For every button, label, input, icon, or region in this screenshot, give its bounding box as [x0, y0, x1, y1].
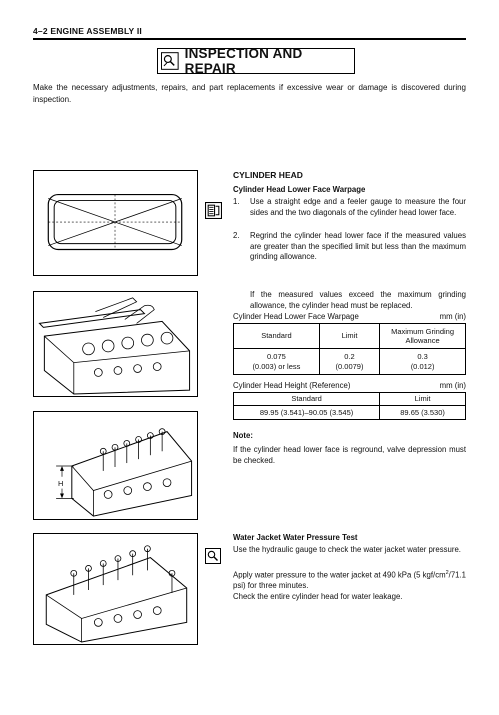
step-1: [233, 197, 466, 218]
warpage-limit-in: (0.0079): [335, 361, 364, 371]
straight-edge-illustration: [34, 292, 197, 396]
section-title: INSPECTION AND REPAIR: [184, 46, 303, 76]
lower-face-illustration: [34, 171, 197, 275]
warpage-cell-max: [380, 349, 466, 375]
water-jacket-p3: Check the entire cylinder head for water leakage.: [233, 592, 403, 601]
inspection-icon: [161, 52, 179, 70]
height-label: H: [58, 479, 64, 488]
warpage-header-limit: Limit: [319, 324, 379, 349]
cylinder-head-heading: CYLINDER HEAD: [233, 170, 303, 180]
warpage-table: [233, 323, 466, 375]
exceed-note: If the measured values exceed the maximum grinding allowance, the cylinder head must be replaced.: [250, 290, 466, 310]
step-1-text: Use a straight edge and a feeler gauge to measure the four sides and the two diagonals of the cylinder head lower face.: [250, 197, 466, 217]
warpage-table-unit: mm (in): [439, 312, 466, 321]
figure-straight-edge: [33, 291, 198, 397]
height-cell-standard: 89.95 (3.541)–90.05 (3.545): [234, 406, 380, 420]
warpage-cell-limit: [319, 349, 379, 375]
warpage-standard-mm: 0.075: [267, 352, 286, 361]
water-jacket-p1: Use the hydraulic gauge to check the water jacket water pressure.: [233, 545, 461, 554]
warpage-limit-mm: 0.2: [344, 352, 355, 361]
height-header-standard: Standard: [234, 393, 380, 406]
height-caption-row: [233, 381, 466, 390]
step-2-num: 2.: [233, 231, 240, 240]
warpage-cell-standard: [234, 349, 320, 375]
step-1-num: 1.: [233, 197, 240, 206]
intro-paragraph: Make the necessary adjustments, repairs, and part replacements if excessive wear or damage is discovered during inspection.: [33, 83, 466, 104]
warpage-standard-in: (0.003) or less: [252, 361, 301, 371]
water-jacket-p2-sup: 2: [445, 570, 449, 576]
warpage-max-in: (0.012): [410, 361, 435, 371]
warpage-table-caption: Cylinder Head Lower Face Warpage: [233, 312, 359, 321]
height-table: [233, 392, 466, 420]
water-jacket-p2-a: Apply water pressure to the water jacket at 490 kPa (5 kgf/cm: [233, 570, 446, 580]
warpage-subheading: Cylinder Head Lower Face Warpage: [233, 185, 366, 194]
figure-lower-face: [33, 170, 198, 276]
step-2-text: Regrind the cylinder head lower face if the measured values are greater than the specified limit but less than the maximum grinding allowance.: [250, 231, 466, 261]
page-header: 4–2 ENGINE ASSEMBLY II: [33, 26, 142, 36]
water-jacket-p2-b: /71.1 psi) for three minutes.: [233, 570, 466, 591]
height-header-limit: Limit: [380, 393, 466, 406]
water-jacket-subheading: Water Jacket Water Pressure Test: [233, 533, 358, 542]
head-height-illustration: [34, 412, 197, 519]
warpage-header-standard: Standard: [234, 324, 320, 349]
header-rule: [33, 38, 466, 40]
figure-head-height: [33, 411, 198, 520]
note-label: Note:: [233, 431, 253, 440]
inspect-icon: [205, 548, 221, 564]
figure-water-jacket: [33, 533, 198, 645]
height-cell-limit: 89.65 (3.530): [380, 406, 466, 420]
height-table-unit: mm (in): [439, 381, 466, 390]
warpage-max-mm: 0.3: [417, 352, 428, 361]
height-table-caption: Cylinder Head Height (Reference): [233, 381, 351, 390]
water-jacket-p2: [233, 568, 466, 592]
water-jacket-illustration: [34, 534, 197, 644]
warpage-header-max-grinding: Maximum Grinding Allowance: [380, 324, 466, 349]
section-title-box: [157, 48, 355, 74]
note-text: If the cylinder head lower face is reground, valve depression must be checked.: [233, 445, 466, 465]
warpage-caption-row: [233, 312, 466, 321]
step-2: [233, 231, 466, 263]
measure-icon: [205, 202, 222, 219]
